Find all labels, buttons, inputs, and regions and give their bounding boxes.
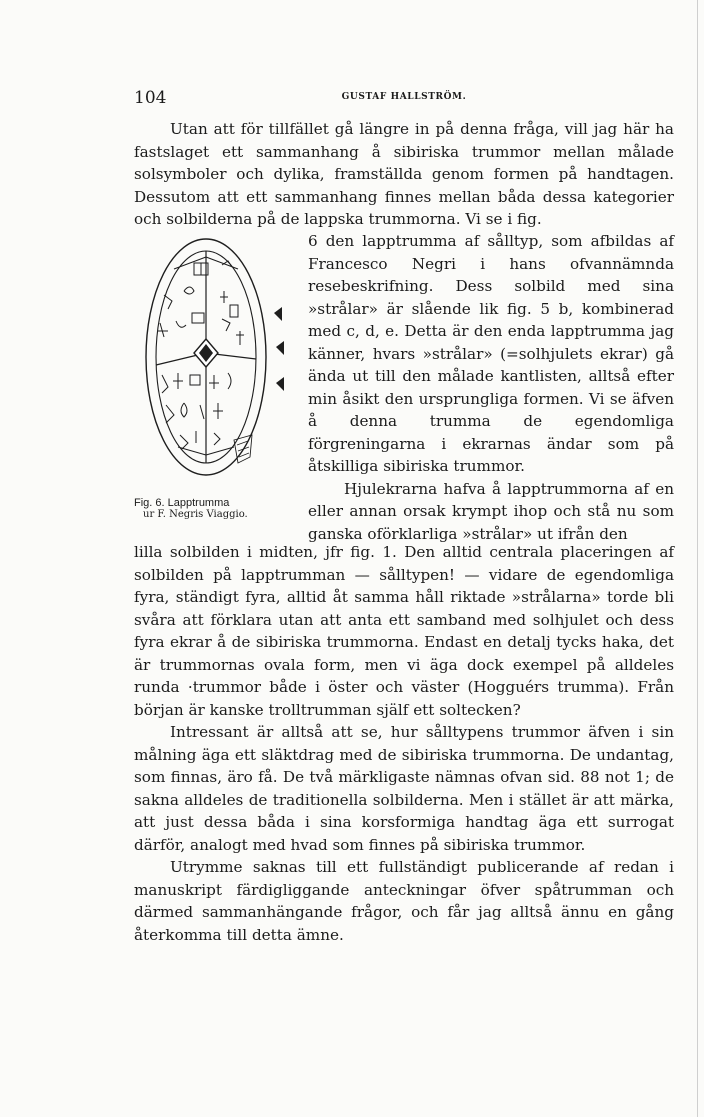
paragraph-1-start: Utan att för tillfället gå längre in på denna fråga, vill jag här ha fastslaget ett sammanhang å sibiriska trummor mellan målade solsymboler och dylika, framställda genom formen på handtagen. Dessutom att ett sammanhang finnes mellan båda dessa kategorier och solbilderna på de lappska trummorna. Vi se i fig.	[134, 120, 674, 228]
text-block-top	[134, 118, 674, 231]
running-head: GUSTAF HALLSTRÖM.	[341, 92, 467, 102]
drum-illustration	[134, 235, 304, 493]
text-wrap-column	[308, 230, 674, 545]
page-header	[134, 88, 674, 108]
page-edge-line	[697, 0, 698, 1117]
figure-caption	[134, 497, 304, 521]
text-block-bottom	[134, 541, 674, 946]
caption-source: ur F. Negris Viaggio.	[143, 509, 248, 520]
paragraph-1-continuation: 6 den lapptrumma af sålltyp, som afbildas af Francesco Negri i hans ofvannämnda resebeskrifning. Dess solbild med sina »strålar» är slående lik fig. 5 b, kombinerad med c, d, e. Detta är den enda lapptrumma jag känner, hvars »strålar» (=solhjulets ekrar) gå ända ut till den målade kantlisten, alltså efter min åsikt den ursprungliga formen. Vi se äfven å denna trumma de egendomliga förgreningarna i ekrarnas ändar som på åtskilliga sibiriska trummor.	[308, 232, 674, 475]
paragraph-2-start: Hjulekrarna hafva å lapptrummorna af en eller annan orsak krympt ihop och stå nu som ganska oförklarliga »strålar» ut ifrån den	[308, 479, 674, 543]
page-number: 104	[134, 88, 167, 108]
caption-label: Fig. 6. Lapptrumma	[134, 497, 230, 509]
paragraph-3: Intressant är alltså att se, hur sålltypens trummor äfven i sin målning äga ett släktdrag med de sibiriska trummorna. De undantag, som finnas, äro få. De två märkligaste nämnas ofvan sid. 88 not 1; de sakna alldeles de traditionella solbilderna. Men i stället är att märka, att just dessa båda i sina korsformiga handtag äga ett surrogat därför, analogt med hvad som finnes på sibiriska trummor.	[134, 723, 674, 854]
paragraph-4: Utrymme saknas till ett fullständigt publicerande af redan i manuskript färdigliggande anteckningar öfver spåtrumman och därmed sammanhängande frågor, och får jag alltså ännu en gång återkomma till detta ämne.	[134, 858, 674, 944]
figure-6	[134, 235, 304, 493]
paragraph-2-continuation: lilla solbilden i midten, jfr fig. 1. Den alltid centrala placeringen af solbilden på lapptrumman — sålltypen! — vidare de egendomliga fyra, ständigt fyra, alltid åt samma håll riktade »strålarna» torde bli svåra att förklara utan att anta ett samband med solhjulet och dess fyra ekrar å de sibiriska trummorna. Endast en detalj tycks haka, det är trummornas ovala form, men vi äga dock exempel på alldeles runda ·trummor både i öster och väster (Hogguérs trumma). Från början är kanske trolltrumman själf ett soltecken?	[134, 543, 674, 719]
